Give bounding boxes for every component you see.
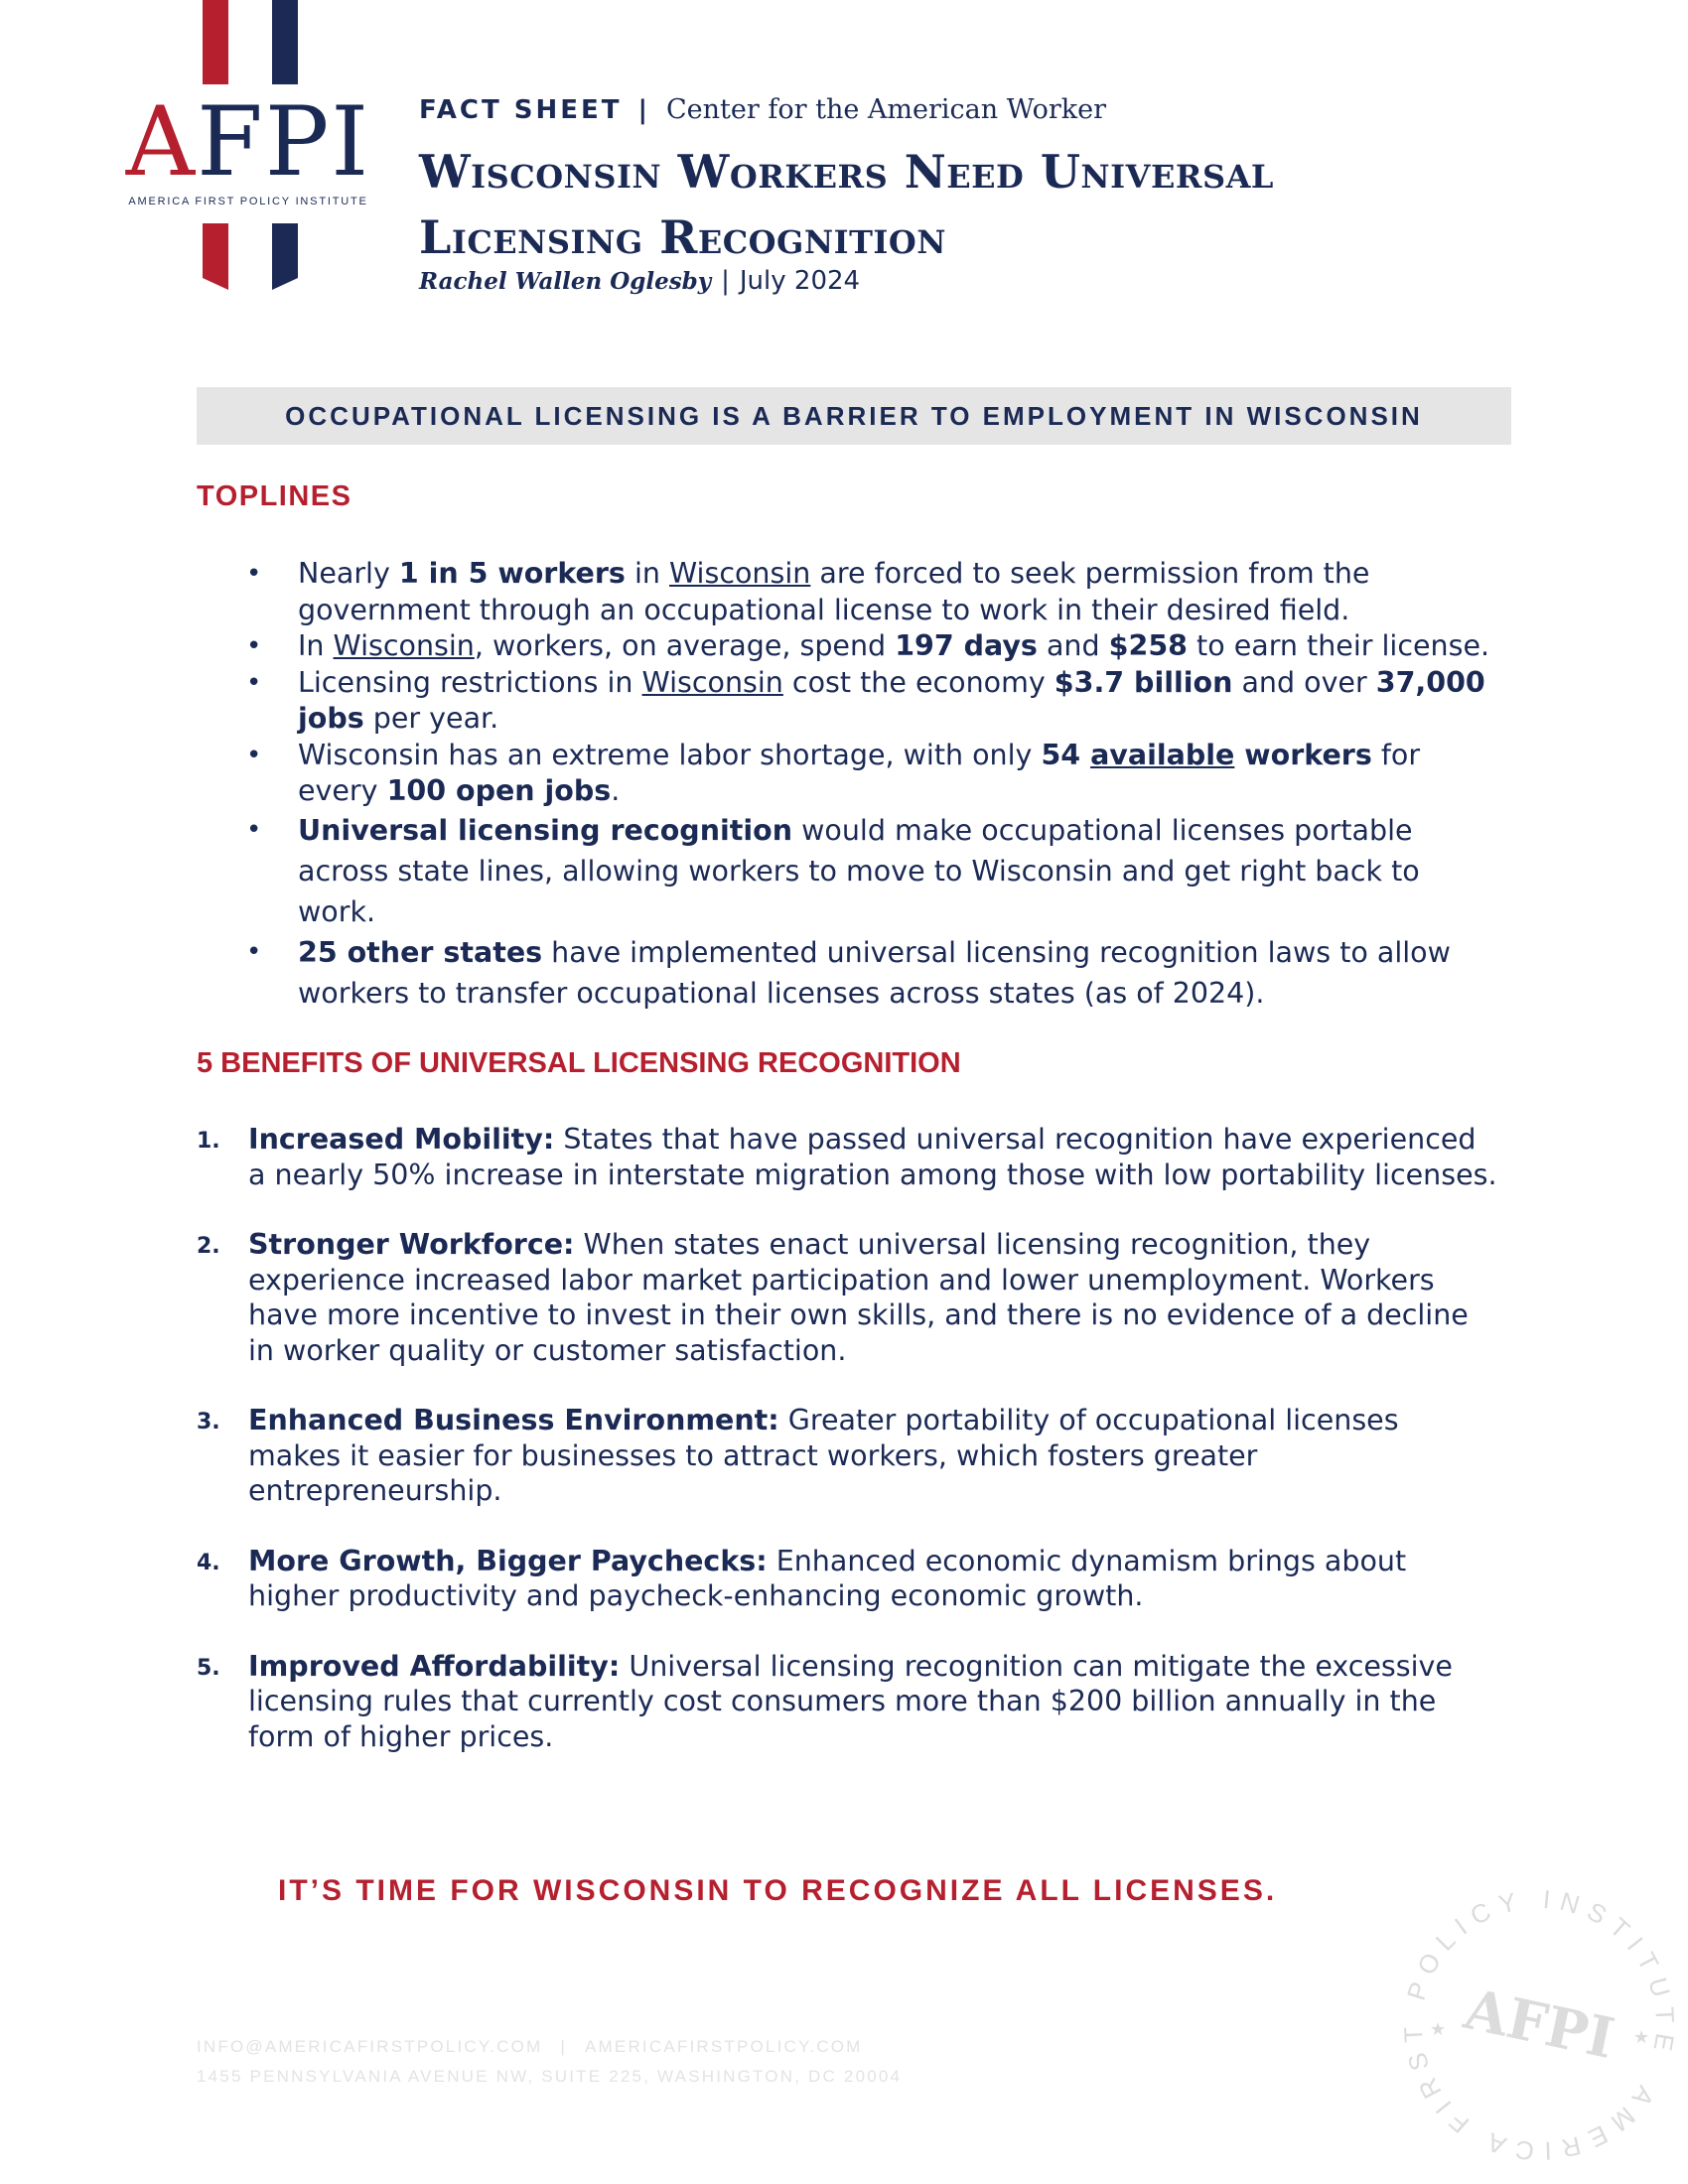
author-name: Rachel Wallen Oglesby [419, 268, 712, 295]
wisconsin-link[interactable]: Wisconsin [641, 665, 783, 699]
list-item [197, 1122, 1497, 1192]
item-text: Enhanced economic dynamism brings about higher productivity and paycheck-enhancing economic growth. [248, 1544, 1407, 1612]
list-item [246, 810, 1499, 932]
item-text: When states enact universal licensing recognition, they experience increased labor market participation and lower unemployment. Workers have more incentive to invest in their own skills, and there is no evidence of a decline in worker quality or customer satisfaction. [248, 1228, 1469, 1367]
emphasis: workers [1234, 738, 1372, 771]
item-number: 3. [197, 1410, 220, 1434]
text: cost the economy [782, 665, 1055, 699]
emphasis: 25 other states [298, 935, 543, 969]
list-item [246, 665, 1499, 738]
center-name: Center for the American Worker [666, 94, 1107, 125]
item-title: Improved Affordability: [248, 1649, 621, 1683]
item-number: 5. [197, 1655, 220, 1681]
item-number: 1. [197, 1129, 220, 1154]
toplines-list [246, 556, 1499, 1014]
list-item [246, 738, 1499, 810]
item-title: Increased Mobility: [248, 1123, 555, 1156]
text: would make occupational licenses portable across state lines, allowing workers to move to Wisconsin and get right back to work. [298, 813, 1420, 928]
footer-email-link[interactable]: INFO@AMERICAFIRSTPOLICY.COM [197, 2037, 543, 2056]
text: in [625, 557, 669, 590]
item-text: States that have passed universal recognition have experienced a nearly 50% increase in interstate migration among those with low portability licenses. [248, 1123, 1497, 1191]
list-item [197, 1649, 1497, 1755]
banner-text: OCCUPATIONAL LICENSING IS A BARRIER TO EMPLOYMENT IN WISCONSIN [285, 400, 1423, 431]
emphasis: Universal licensing recognition [298, 813, 793, 847]
page-title [419, 139, 1412, 270]
seal-star-icon: ★ [1633, 2027, 1650, 2048]
emphasis: 1 in 5 workers [398, 557, 626, 590]
text: , workers, on average, spend [474, 629, 896, 662]
item-title: Enhanced Business Environment: [248, 1404, 779, 1436]
emphasis: $3.7 billion [1054, 665, 1233, 699]
list-item [197, 1544, 1497, 1614]
emphasis: $258 [1108, 629, 1188, 662]
seal-star-icon: ★ [1430, 2019, 1447, 2040]
list-item [246, 628, 1499, 665]
list-item [197, 1403, 1497, 1509]
emphasis: 37,000 jobs [298, 665, 1485, 735]
footer-contact [197, 2037, 863, 2057]
list-item [246, 556, 1499, 628]
call-to-action: IT’S TIME FOR WISCONSIN TO RECOGNIZE ALL LICENSES. [278, 1874, 1278, 1907]
list-item [246, 932, 1499, 1014]
text: In [298, 629, 334, 662]
text: per year. [363, 702, 499, 735]
footer-separator: | [560, 2037, 567, 2056]
title-line-2: Licensing Recognition [419, 210, 947, 264]
footer-website-link[interactable]: AMERICAFIRSTPOLICY.COM [585, 2037, 863, 2056]
benefits-list [197, 1122, 1497, 1789]
text: have implemented universal licensing recognition laws to allow workers to transfer occupational licenses across states (as of 2024). [298, 935, 1451, 1010]
text: to earn their license. [1187, 629, 1490, 662]
wisconsin-link[interactable]: Wisconsin [669, 557, 811, 590]
item-title: More Growth, Bigger Paychecks: [248, 1544, 768, 1577]
logo-subtitle: AMERICA FIRST POLICY INSTITUTE [128, 196, 368, 207]
item-text: Greater portability of occupational licenses makes it easier for businesses to attract workers, which fosters greater entrepreneurship. [248, 1404, 1399, 1507]
fact-sheet-label: FACT SHEET [419, 95, 623, 125]
seal-ring-text: AMERICA FIRST POLICY INSTITUTE [1397, 1883, 1681, 2167]
item-title: Stronger Workforce: [248, 1228, 575, 1261]
text: and over [1232, 665, 1376, 699]
logo-wordmark: AFPI [125, 86, 371, 198]
toplines-heading: TOPLINES [197, 480, 352, 512]
text: and [1037, 629, 1109, 662]
list-item [197, 1227, 1497, 1368]
section-banner [197, 387, 1511, 445]
afpi-logo [119, 0, 377, 298]
byline [419, 266, 860, 296]
text: Wisconsin has an extreme labor shortage, with only [298, 738, 1042, 771]
emphasis: 197 days [895, 629, 1038, 662]
benefits-heading: 5 BENEFITS OF UNIVERSAL LICENSING RECOGNITION [197, 1047, 961, 1079]
footer-address: 1455 PENNSYLVANIA AVENUE NW, SUITE 225, WASHINGTON, DC 20004 [197, 2067, 903, 2086]
text: Licensing restrictions in [298, 665, 642, 699]
afpi-seal-watermark [1390, 1876, 1688, 2174]
seal-center-text: AFPI [1459, 1976, 1620, 2073]
available-link[interactable]: available [1090, 738, 1235, 771]
publish-date: July 2024 [739, 266, 861, 296]
text: . [611, 774, 621, 807]
kicker-separator: | [637, 95, 651, 125]
text: are forced to seek permission from the government through an occupational license to work in their desired field. [298, 557, 1370, 626]
byline-separator: | [721, 266, 730, 296]
item-number: 2. [197, 1234, 220, 1259]
emphasis: 100 open jobs [386, 774, 612, 807]
title-line-1: Wisconsin Workers Need Universal [419, 145, 1274, 199]
wisconsin-link[interactable]: Wisconsin [333, 629, 475, 662]
header-kicker [419, 94, 1106, 125]
text: Nearly [298, 557, 399, 590]
text: for every [298, 738, 1421, 807]
emphasis: 54 [1041, 738, 1091, 771]
item-number: 4. [197, 1550, 220, 1575]
item-text: Universal licensing recognition can mitigate the excessive licensing rules that currently cost consumers more than $200 billion annually in the form of higher prices. [248, 1649, 1453, 1753]
